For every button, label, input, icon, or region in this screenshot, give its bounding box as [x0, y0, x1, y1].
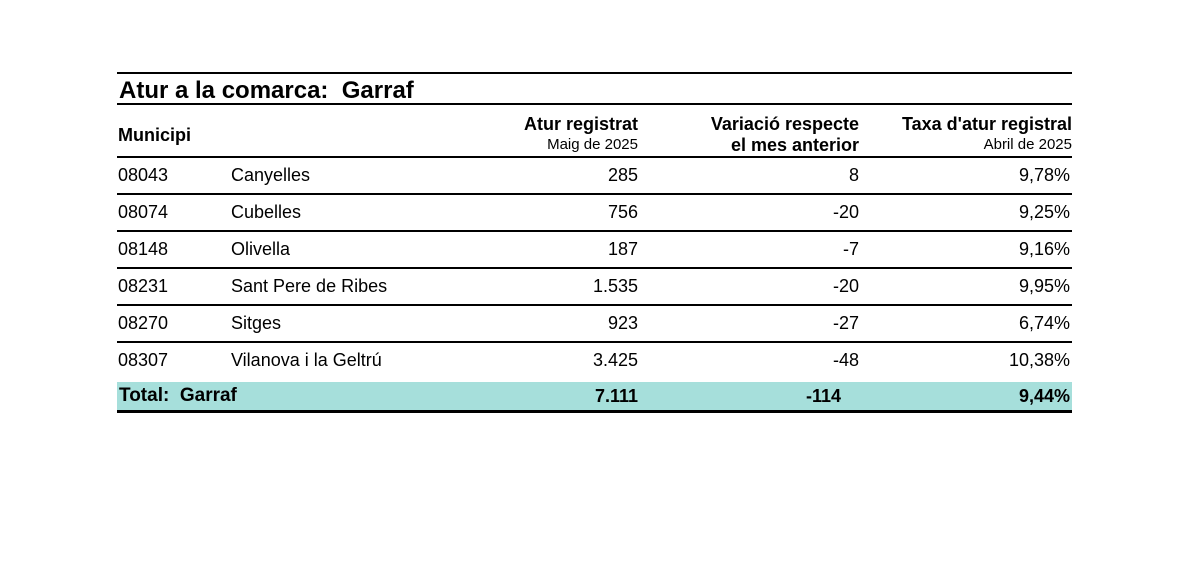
- variacio-value: -7: [640, 231, 865, 268]
- header-variacio-line2: el mes anterior: [730, 135, 859, 155]
- header-variacio: [640, 105, 865, 157]
- municipi-name: Sitges: [229, 305, 451, 342]
- table-row: [117, 268, 1072, 305]
- atur-value: 1.535: [451, 268, 640, 305]
- atur-value: 3.425: [451, 342, 640, 380]
- municipi-code: 08148: [117, 231, 229, 268]
- municipi-name: Canyelles: [229, 157, 451, 194]
- taxa-value: 9,78%: [865, 157, 1072, 194]
- header-variacio-line1: Variació respecte: [710, 114, 859, 134]
- variacio-value: -20: [640, 194, 865, 231]
- header-taxa-label: Taxa d'atur registral: [901, 114, 1072, 134]
- municipi-code: 08270: [117, 305, 229, 342]
- municipi-name: Cubelles: [229, 194, 451, 231]
- header-municipi: Municipi: [117, 105, 451, 157]
- municipi-name: Olivella: [229, 231, 451, 268]
- municipi-code: 08231: [117, 268, 229, 305]
- variacio-value: -20: [640, 268, 865, 305]
- total-taxa-value: 9,44%: [865, 380, 1072, 412]
- table-row: [117, 231, 1072, 268]
- total-row: [117, 380, 1072, 412]
- unemployment-table: [117, 105, 1072, 413]
- municipi-code: 08074: [117, 194, 229, 231]
- atur-value: 285: [451, 157, 640, 194]
- municipi-code: 08043: [117, 157, 229, 194]
- taxa-value: 9,95%: [865, 268, 1072, 305]
- variacio-value: -27: [640, 305, 865, 342]
- total-variacio-value: -114: [640, 380, 865, 412]
- header-atur-period: Maig de 2025: [547, 136, 638, 153]
- atur-value: 756: [451, 194, 640, 231]
- table-row: [117, 305, 1072, 342]
- total-label: Total: Garraf: [117, 380, 451, 412]
- unemployment-report: [117, 72, 1072, 413]
- taxa-value: 9,25%: [865, 194, 1072, 231]
- header-atur-registrat: [451, 105, 640, 157]
- table-row: [117, 342, 1072, 380]
- taxa-value: 10,38%: [865, 342, 1072, 380]
- variacio-value: -48: [640, 342, 865, 380]
- taxa-value: 9,16%: [865, 231, 1072, 268]
- municipi-code: 08307: [117, 342, 229, 380]
- table-row: [117, 157, 1072, 194]
- municipi-name: Vilanova i la Geltrú: [229, 342, 451, 380]
- header-taxa-period: Abril de 2025: [983, 136, 1072, 153]
- atur-value: 187: [451, 231, 640, 268]
- variacio-value: 8: [640, 157, 865, 194]
- municipi-name: Sant Pere de Ribes: [229, 268, 451, 305]
- total-atur-value: 7.111: [451, 380, 640, 412]
- header-atur-label: Atur registrat: [523, 114, 638, 134]
- atur-value: 923: [451, 305, 640, 342]
- header-row: [117, 105, 1072, 157]
- taxa-value: 6,74%: [865, 305, 1072, 342]
- table-row: [117, 194, 1072, 231]
- header-taxa-atur: [865, 105, 1072, 157]
- report-title: Atur a la comarca: Garraf: [117, 72, 1072, 105]
